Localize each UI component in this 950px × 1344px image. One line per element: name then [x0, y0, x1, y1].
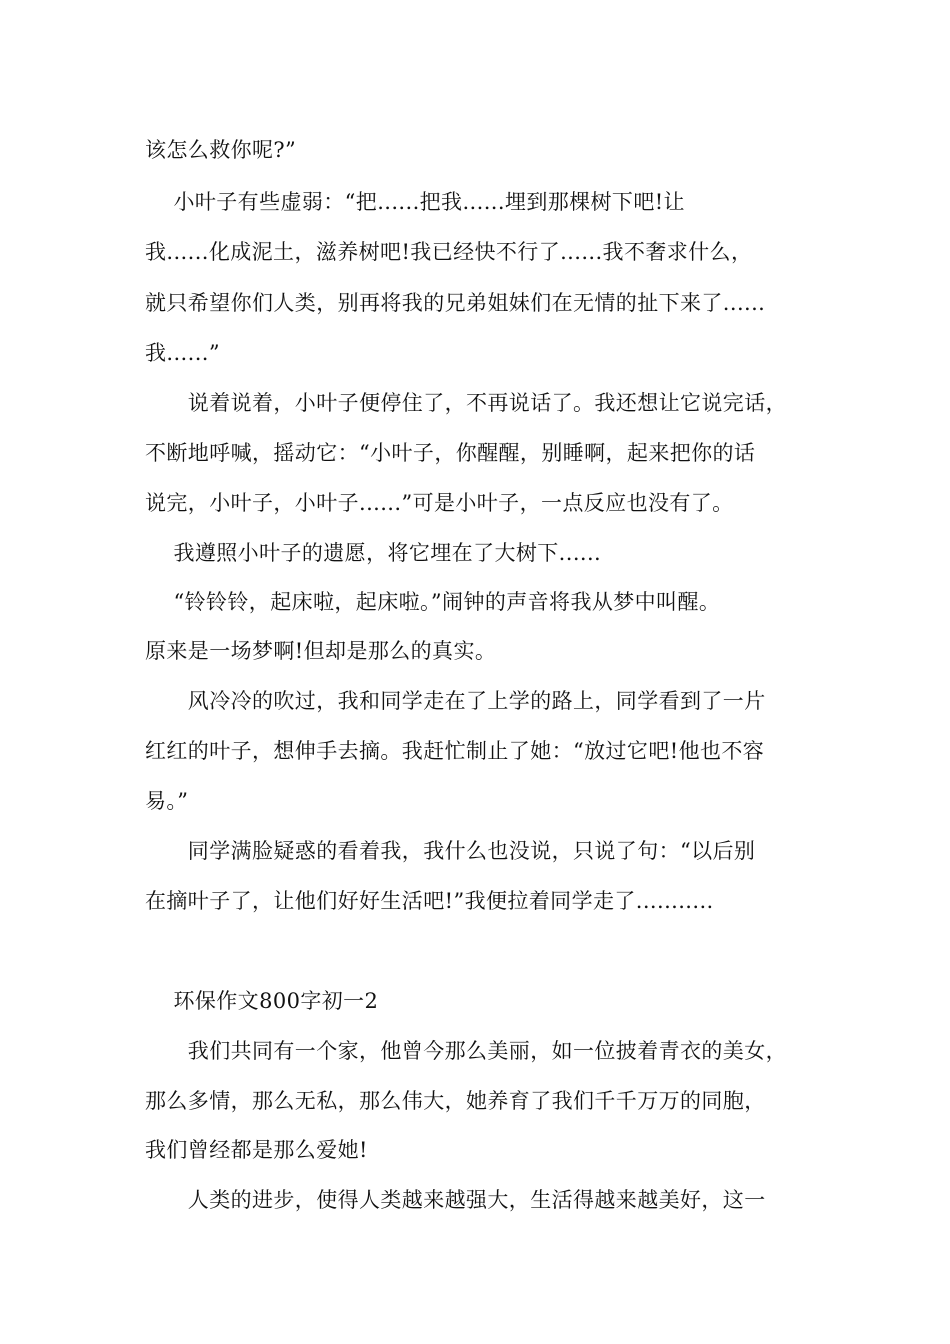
text-line: 风冷冷的吹过，我和同学走在了上学的路上，同学看到了一片 — [145, 689, 766, 713]
text-line: 我们共同有一个家，他曾今那么美丽，如一位披着青衣的美女， — [145, 1039, 787, 1063]
text-line: 我......” — [145, 341, 220, 365]
text-line: 易。” — [145, 789, 189, 813]
text-line: 说完，小叶子，小叶子......”可是小叶子，一点反应也没有了。 — [145, 491, 734, 515]
text-line: 我......化成泥土，滋养树吧!我已经快不行了......我不奢求什么， — [145, 240, 753, 264]
text-line: 人类的进步，使得人类越来越强大，生活得越来越美好，这一 — [145, 1188, 766, 1212]
text-line: 小叶子有些虚弱：“把......把我......埋到那棵树下吧!让 — [145, 190, 685, 214]
text-line: “铃铃铃，起床啦，起床啦。”闹钟的声音将我从梦中叫醒。 — [145, 590, 721, 614]
text-line: 我们曾经都是那么爱她! — [145, 1138, 368, 1162]
section-heading: 环保作文800字初一2 — [145, 989, 379, 1013]
text-line: 该怎么救你呢?” — [145, 138, 297, 162]
text-line: 我遵照小叶子的遗愿，将它埋在了大树下...... — [145, 541, 602, 565]
text-line: 说着说着，小叶子便停住了，不再说话了。我还想让它说完话， — [145, 391, 787, 415]
text-line: 在摘叶子了，让他们好好生活吧!”我便拉着同学走了........... — [145, 889, 714, 913]
text-line: 不断地呼喊，摇动它：“小叶子，你醒醒，别睡啊，起来把你的话 — [145, 441, 756, 465]
text-line: 那么多情，那么无私，那么伟大，她养育了我们千千万万的同胞， — [145, 1089, 766, 1113]
text-line: 原来是一场梦啊!但却是那么的真实。 — [145, 639, 497, 663]
text-line: 红红的叶子，想伸手去摘。我赶忙制止了她：“放过它吧!他也不容 — [145, 739, 765, 763]
text-line: 就只希望你们人类，别再将我的兄弟姐妹们在无情的扯下来了...... — [145, 291, 766, 315]
text-line: 同学满脸疑惑的看着我，我什么也没说，只说了句：“以后别 — [145, 839, 756, 863]
